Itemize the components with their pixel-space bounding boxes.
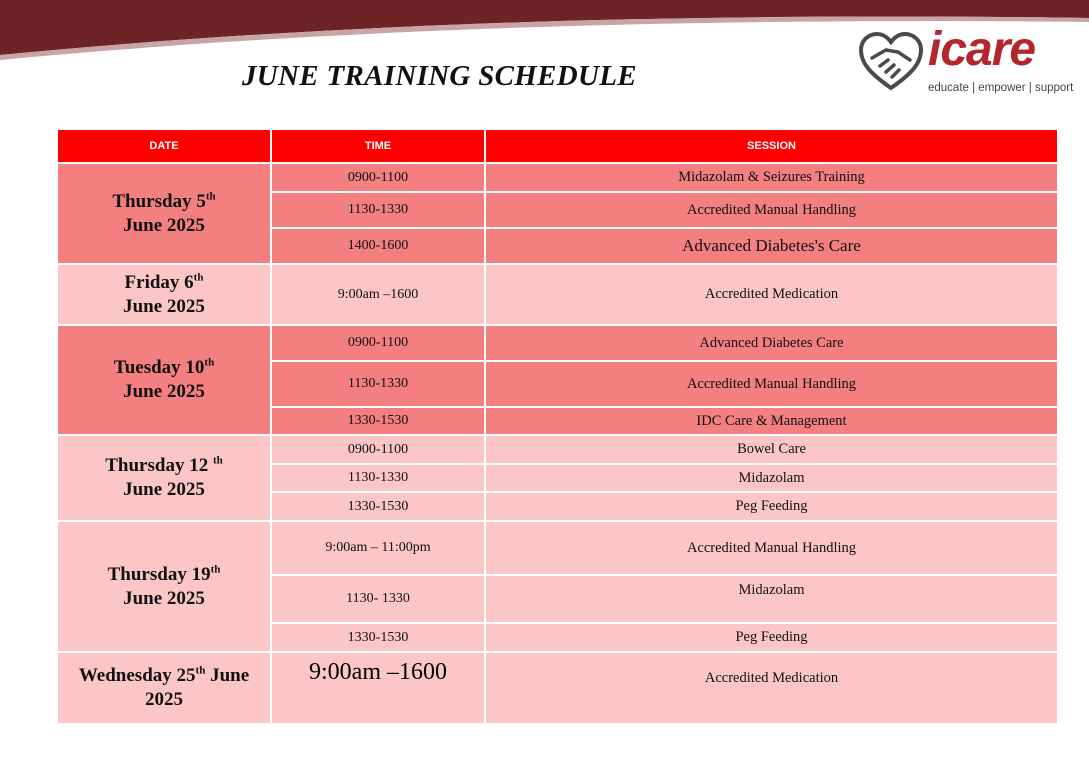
date-day: Wednesday 25: [78, 665, 196, 686]
training-schedule-table: [58, 130, 1057, 723]
page-title: JUNE TRAINING SCHEDULE: [242, 60, 637, 92]
time-cell: 0900-1100: [272, 326, 486, 362]
date-suffix: th: [210, 563, 221, 576]
date-cell-tuesday-10: [58, 326, 272, 436]
date-cell-friday-6: [58, 265, 272, 326]
date-month-year: June 2025: [123, 381, 205, 402]
date-day: Friday 6: [124, 271, 194, 293]
date-day: Thursday 5: [112, 190, 206, 212]
session-cell: Bowel Care: [486, 436, 1057, 465]
time-cell: 1330-1530: [272, 624, 486, 653]
session-cell: Accredited Manual Handling: [486, 522, 1057, 576]
session-cell: Peg Feeding: [486, 493, 1057, 522]
date-cell-thursday-19: [58, 522, 272, 653]
date-month-year: June 2025: [123, 214, 205, 236]
time-cell: 9:00am –1600: [272, 653, 486, 723]
session-cell: Accredited Medication: [486, 265, 1057, 326]
session-cell: Midazolam: [486, 465, 1057, 493]
session-cell: Accredited Medication: [486, 653, 1057, 723]
time-cell: 1130- 1330: [272, 576, 486, 624]
session-cell: Advanced Diabetes Care: [486, 326, 1057, 362]
date-month-year: June 2025: [123, 479, 205, 500]
date-suffix: th: [204, 356, 215, 369]
date-day: Thursday 12: [105, 455, 213, 476]
date-cell-thursday-5: [58, 164, 272, 265]
session-cell: Advanced Diabetes's Care: [486, 229, 1057, 265]
time-cell: 1130-1330: [272, 465, 486, 493]
time-cell: 9:00am – 11:00pm: [272, 522, 486, 576]
date-day: Thursday 19: [107, 563, 211, 585]
column-header-time: TIME: [272, 130, 486, 164]
date-suffix: th: [195, 664, 206, 677]
date-month-year: June 2025: [123, 587, 205, 609]
time-cell: 0900-1100: [272, 164, 486, 193]
time-cell: 1130-1330: [272, 193, 486, 229]
date-cell-thursday-12: [58, 436, 272, 522]
session-cell: IDC Care & Management: [486, 408, 1057, 436]
time-cell: 1330-1530: [272, 493, 486, 522]
date-suffix: th: [193, 271, 204, 284]
session-cell: Accredited Manual Handling: [486, 362, 1057, 408]
session-cell: Midazolam & Seizures Training: [486, 164, 1057, 193]
column-header-date: DATE: [58, 130, 272, 164]
date-cell-wednesday-25: [58, 653, 272, 723]
date-suffix: th: [205, 190, 216, 203]
time-cell: 1400-1600: [272, 229, 486, 265]
date-month-year: June 2025: [123, 295, 205, 317]
session-cell: Midazolam: [486, 576, 1057, 624]
logo-wordmark: icare: [928, 23, 1036, 76]
time-cell: 0900-1100: [272, 436, 486, 465]
date-suffix: th: [212, 454, 223, 467]
time-cell: 9:00am –1600: [272, 265, 486, 326]
time-cell: 1130-1330: [272, 362, 486, 408]
date-day: Tuesday 10: [113, 357, 205, 378]
column-header-session: SESSION: [486, 130, 1057, 164]
time-cell: 1330-1530: [272, 408, 486, 436]
logo-tagline: educate | empower | support: [928, 82, 1074, 94]
handshake-heart-icon: [858, 30, 924, 96]
session-cell: Peg Feeding: [486, 624, 1057, 653]
session-cell: Accredited Manual Handling: [486, 193, 1057, 229]
icare-logo: [858, 23, 1074, 102]
date-month-year: June 2025: [145, 665, 250, 710]
